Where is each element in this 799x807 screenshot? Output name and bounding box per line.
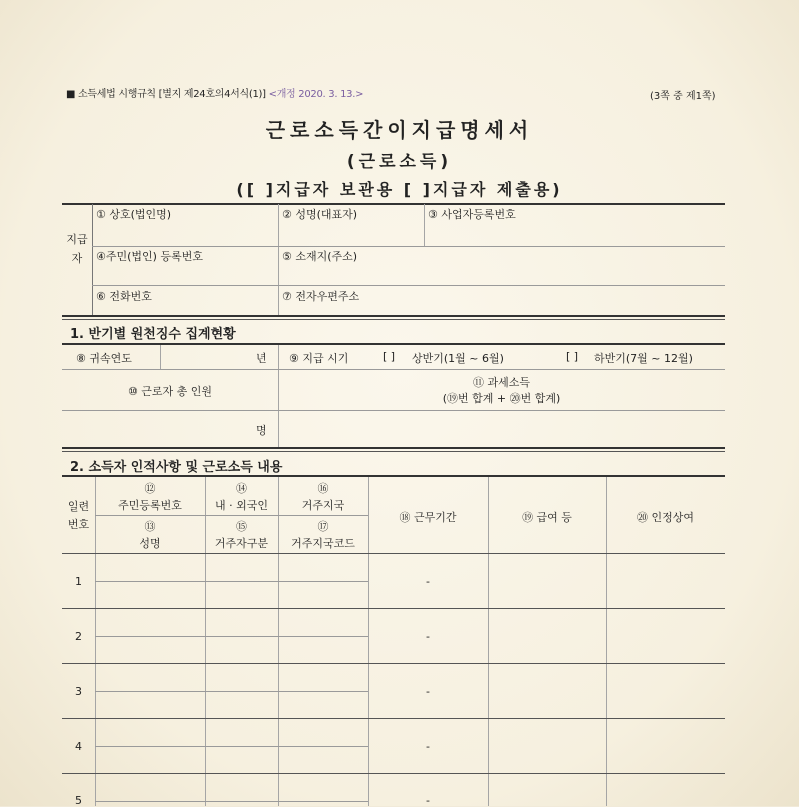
- rule: [62, 343, 725, 345]
- work-period-cell[interactable]: -: [426, 740, 430, 753]
- form-purpose: ([ ]지급자 보관용 [ ]지급자 제출용): [236, 180, 563, 199]
- year-unit: 년: [256, 352, 267, 365]
- rule: [62, 553, 725, 554]
- resident-reg-number-field[interactable]: ④주민(법인) 등록번호: [96, 250, 203, 263]
- section1-title: 1. 반기별 원천징수 집계현황: [70, 327, 236, 342]
- rule: [95, 801, 368, 802]
- rule: [488, 477, 489, 806]
- taxable-income-formula: (⑲번 합계 + ⑳번 합계): [442, 392, 561, 405]
- col-residence-country-code: 거주지국코드: [291, 537, 355, 550]
- rule: [160, 345, 161, 369]
- address-field[interactable]: ⑤ 소재지(주소): [282, 250, 358, 263]
- email-field[interactable]: ⑦ 전자우편주소: [282, 290, 360, 303]
- col-recognized-bonus: ⑳ 인정상여: [636, 511, 694, 524]
- col17-number: ⑰: [317, 520, 329, 533]
- rule: [92, 285, 725, 286]
- business-reg-number-field[interactable]: ③ 사업자등록번호: [428, 208, 516, 221]
- col-salary: ⑲ 급여 등: [522, 511, 572, 524]
- representative-name-field[interactable]: ② 성명(대표자): [282, 208, 358, 221]
- phone-field[interactable]: ⑥ 전화번호: [96, 290, 152, 303]
- rule: [62, 451, 725, 452]
- rule: [606, 477, 607, 806]
- work-period-cell[interactable]: -: [426, 794, 430, 807]
- col15-number: ⑮: [236, 520, 247, 533]
- rule: [62, 663, 725, 664]
- col13-number: ⑬: [144, 520, 156, 533]
- row-number: 4: [75, 740, 82, 753]
- company-name-field[interactable]: ① 상호(법인명): [96, 208, 172, 221]
- rule: [62, 773, 725, 774]
- first-half-label: 상반기(1월 ~ 6월): [412, 352, 504, 365]
- row-number: 5: [75, 794, 82, 807]
- law-reference: ■ 소득세법 시행규칙 [별지 제24호의4서식(1)] <개정 2020. 3. 13.>: [66, 89, 364, 100]
- page-indicator: (3쪽 중 제1쪽): [650, 91, 716, 102]
- col-name: 성명: [139, 537, 161, 550]
- attribution-year-label: ⑧ 귀속연도: [76, 352, 132, 365]
- rule: [62, 315, 725, 317]
- rule: [95, 691, 368, 692]
- col14-number: ⑭: [236, 482, 247, 495]
- rule: [62, 608, 725, 609]
- col-residency-type: 거주자구분: [214, 537, 269, 550]
- first-half-checkbox[interactable]: [ ]: [383, 350, 396, 363]
- form-title: 근로소득간이지급명세서: [265, 118, 534, 142]
- second-half-label: 하반기(7월 ~ 12월): [594, 352, 693, 365]
- rule: [92, 246, 725, 247]
- rule: [95, 515, 368, 516]
- rule: [62, 203, 725, 205]
- work-period-cell[interactable]: -: [426, 630, 430, 643]
- col-domestic-foreign: 내 · 외국인: [215, 499, 268, 512]
- rule: [95, 581, 368, 582]
- person-unit: 명: [256, 424, 267, 437]
- rule: [278, 204, 279, 315]
- col12-number: ⑫: [144, 482, 156, 495]
- col-serial-number: 일련 번호: [67, 500, 90, 531]
- row-number: 3: [75, 685, 82, 698]
- form-subtitle: (근로소득): [346, 152, 453, 172]
- rule: [62, 369, 725, 370]
- payment-period-label: ⑨ 지급 시기: [289, 352, 349, 365]
- row-number: 2: [75, 630, 82, 643]
- col-work-period: ⑱ 근무기간: [399, 511, 457, 524]
- col-resident-reg-number: 주민등록번호: [118, 499, 182, 512]
- revision-date: <개정 2020. 3. 13.>: [268, 89, 364, 100]
- rule: [62, 475, 725, 477]
- col-residence-country: 거주지국: [301, 499, 345, 512]
- row-number: 1: [75, 575, 82, 588]
- section2-title: 2. 소득자 인적사항 및 근로소득 내용: [70, 460, 283, 475]
- rule: [92, 204, 93, 315]
- rule: [62, 410, 725, 411]
- rule: [62, 718, 725, 719]
- second-half-checkbox[interactable]: [ ]: [566, 350, 579, 363]
- rule: [62, 447, 725, 449]
- total-workers-label: ⑩ 근로자 총 인원: [127, 385, 213, 398]
- col16-number: ⑯: [317, 482, 329, 495]
- work-period-cell[interactable]: -: [426, 685, 430, 698]
- rule: [95, 636, 368, 637]
- rule: [95, 746, 368, 747]
- work-period-cell[interactable]: -: [426, 575, 430, 588]
- rule: [424, 204, 425, 246]
- payer-label: 지급자: [66, 233, 88, 265]
- taxable-income-label: ⑪ 과세소득: [472, 376, 530, 389]
- rule: [62, 319, 725, 320]
